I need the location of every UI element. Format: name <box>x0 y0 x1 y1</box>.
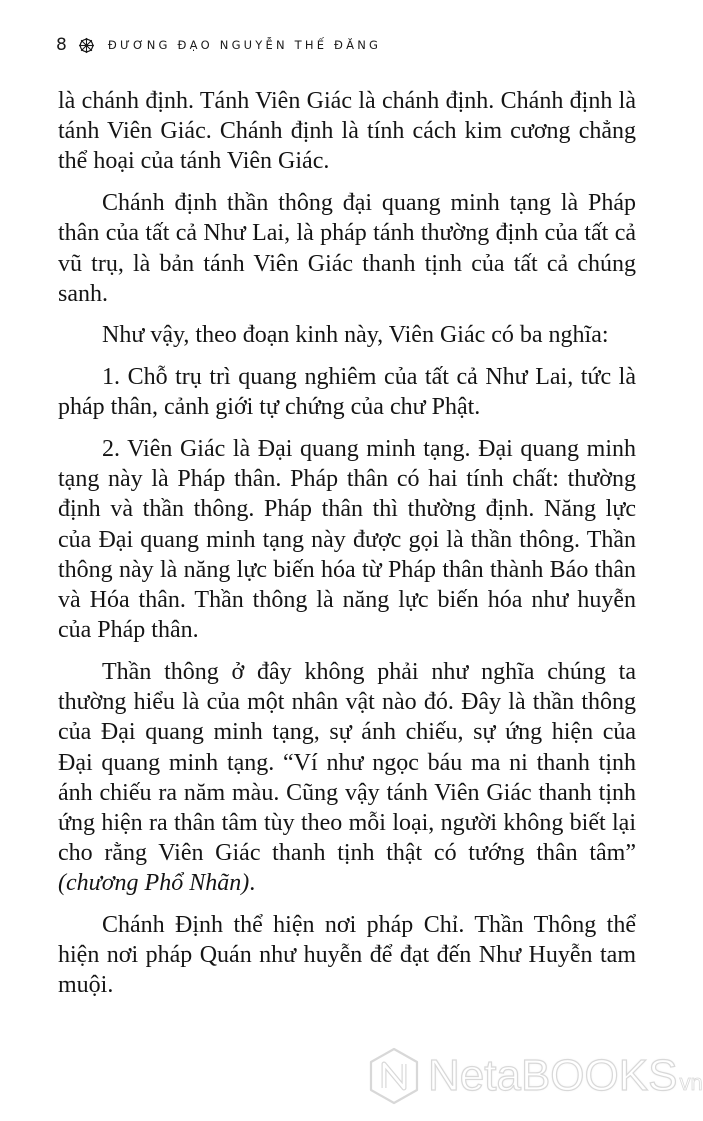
citation: (chương Phổ Nhãn) <box>58 870 250 897</box>
running-head-author: ĐƯƠNG ĐẠO NGUYỄN THẾ ĐĂNG <box>107 38 382 52</box>
citation-period: . <box>249 870 256 897</box>
page-number: 8 <box>56 35 67 55</box>
paragraph: Chánh định thần thông đại quang minh tạng là Pháp thân của tất cả Như Lai, là pháp tánh thường định của tất cả vũ trụ, là bản tánh Viên Giác thanh tịnh của tất cả chúng sanh. <box>58 190 636 307</box>
paragraph: Chánh Định thể hiện nơi pháp Chỉ. Thần Thông thể hiện nơi pháp Quán như huyễn để đạt đến Như Huyễn tam muội. <box>58 912 636 999</box>
netabooks-watermark <box>366 1046 703 1106</box>
paragraph: là chánh định. Tánh Viên Giác là chánh định. Chánh định là tánh Viên Giác. Chánh định là tính cách kim cương chẳng thể hoại của tánh Viên Giác. <box>58 88 636 175</box>
dharma-wheel-icon <box>79 38 94 53</box>
body-text <box>58 86 636 1012</box>
list-paragraph-2: 2. Viên Giác là Đại quang minh tạng. Đại quang minh tạng này là Pháp thân. Pháp thân có hai tính chất: thường định và thần thông. Pháp thân thì thường định. Năng lực của Đại quang minh tạng này được gọi là thần thông. Thần thông này là năng lực biến hóa từ Pháp thân thành Báo thân và Hóa thân. Thần thông là năng lực biến hóa như huyễn của Pháp thân. <box>58 436 636 644</box>
paragraph: Như vậy, theo đoạn kinh này, Viên Giác có ba nghĩa: <box>102 322 609 349</box>
watermark-brand: NetaBOOKS <box>428 1051 678 1100</box>
quote-paragraph <box>58 657 636 899</box>
watermark-suffix: vn <box>679 1070 703 1095</box>
netabooks-hexagon-n-icon <box>366 1046 422 1106</box>
list-paragraph-1: 1. Chỗ trụ trì quang nghiêm của tất cả Như Lai, tức là pháp thân, cảnh giới tự chứng của chư Phật. <box>58 364 636 421</box>
paragraph-text: Thần thông ở đây không phải như nghĩa chúng ta thường hiểu là của một nhân vật nào đó. Đây là thần thông của Đại quang minh tạng, sự ánh chiếu, sự ứng hiện của Đại quang minh tạng. “Ví như ngọc báu ma ni thanh tịnh ánh chiếu ra năm màu. Cũng vậy tánh Viên Giác thanh tịnh ứng hiện ra thân tâm tùy theo mỗi loại, người không biết lại cho rằng Viên Giác thanh tịnh thật có tướng thân tâm” <box>58 658 636 867</box>
running-head <box>56 35 381 55</box>
